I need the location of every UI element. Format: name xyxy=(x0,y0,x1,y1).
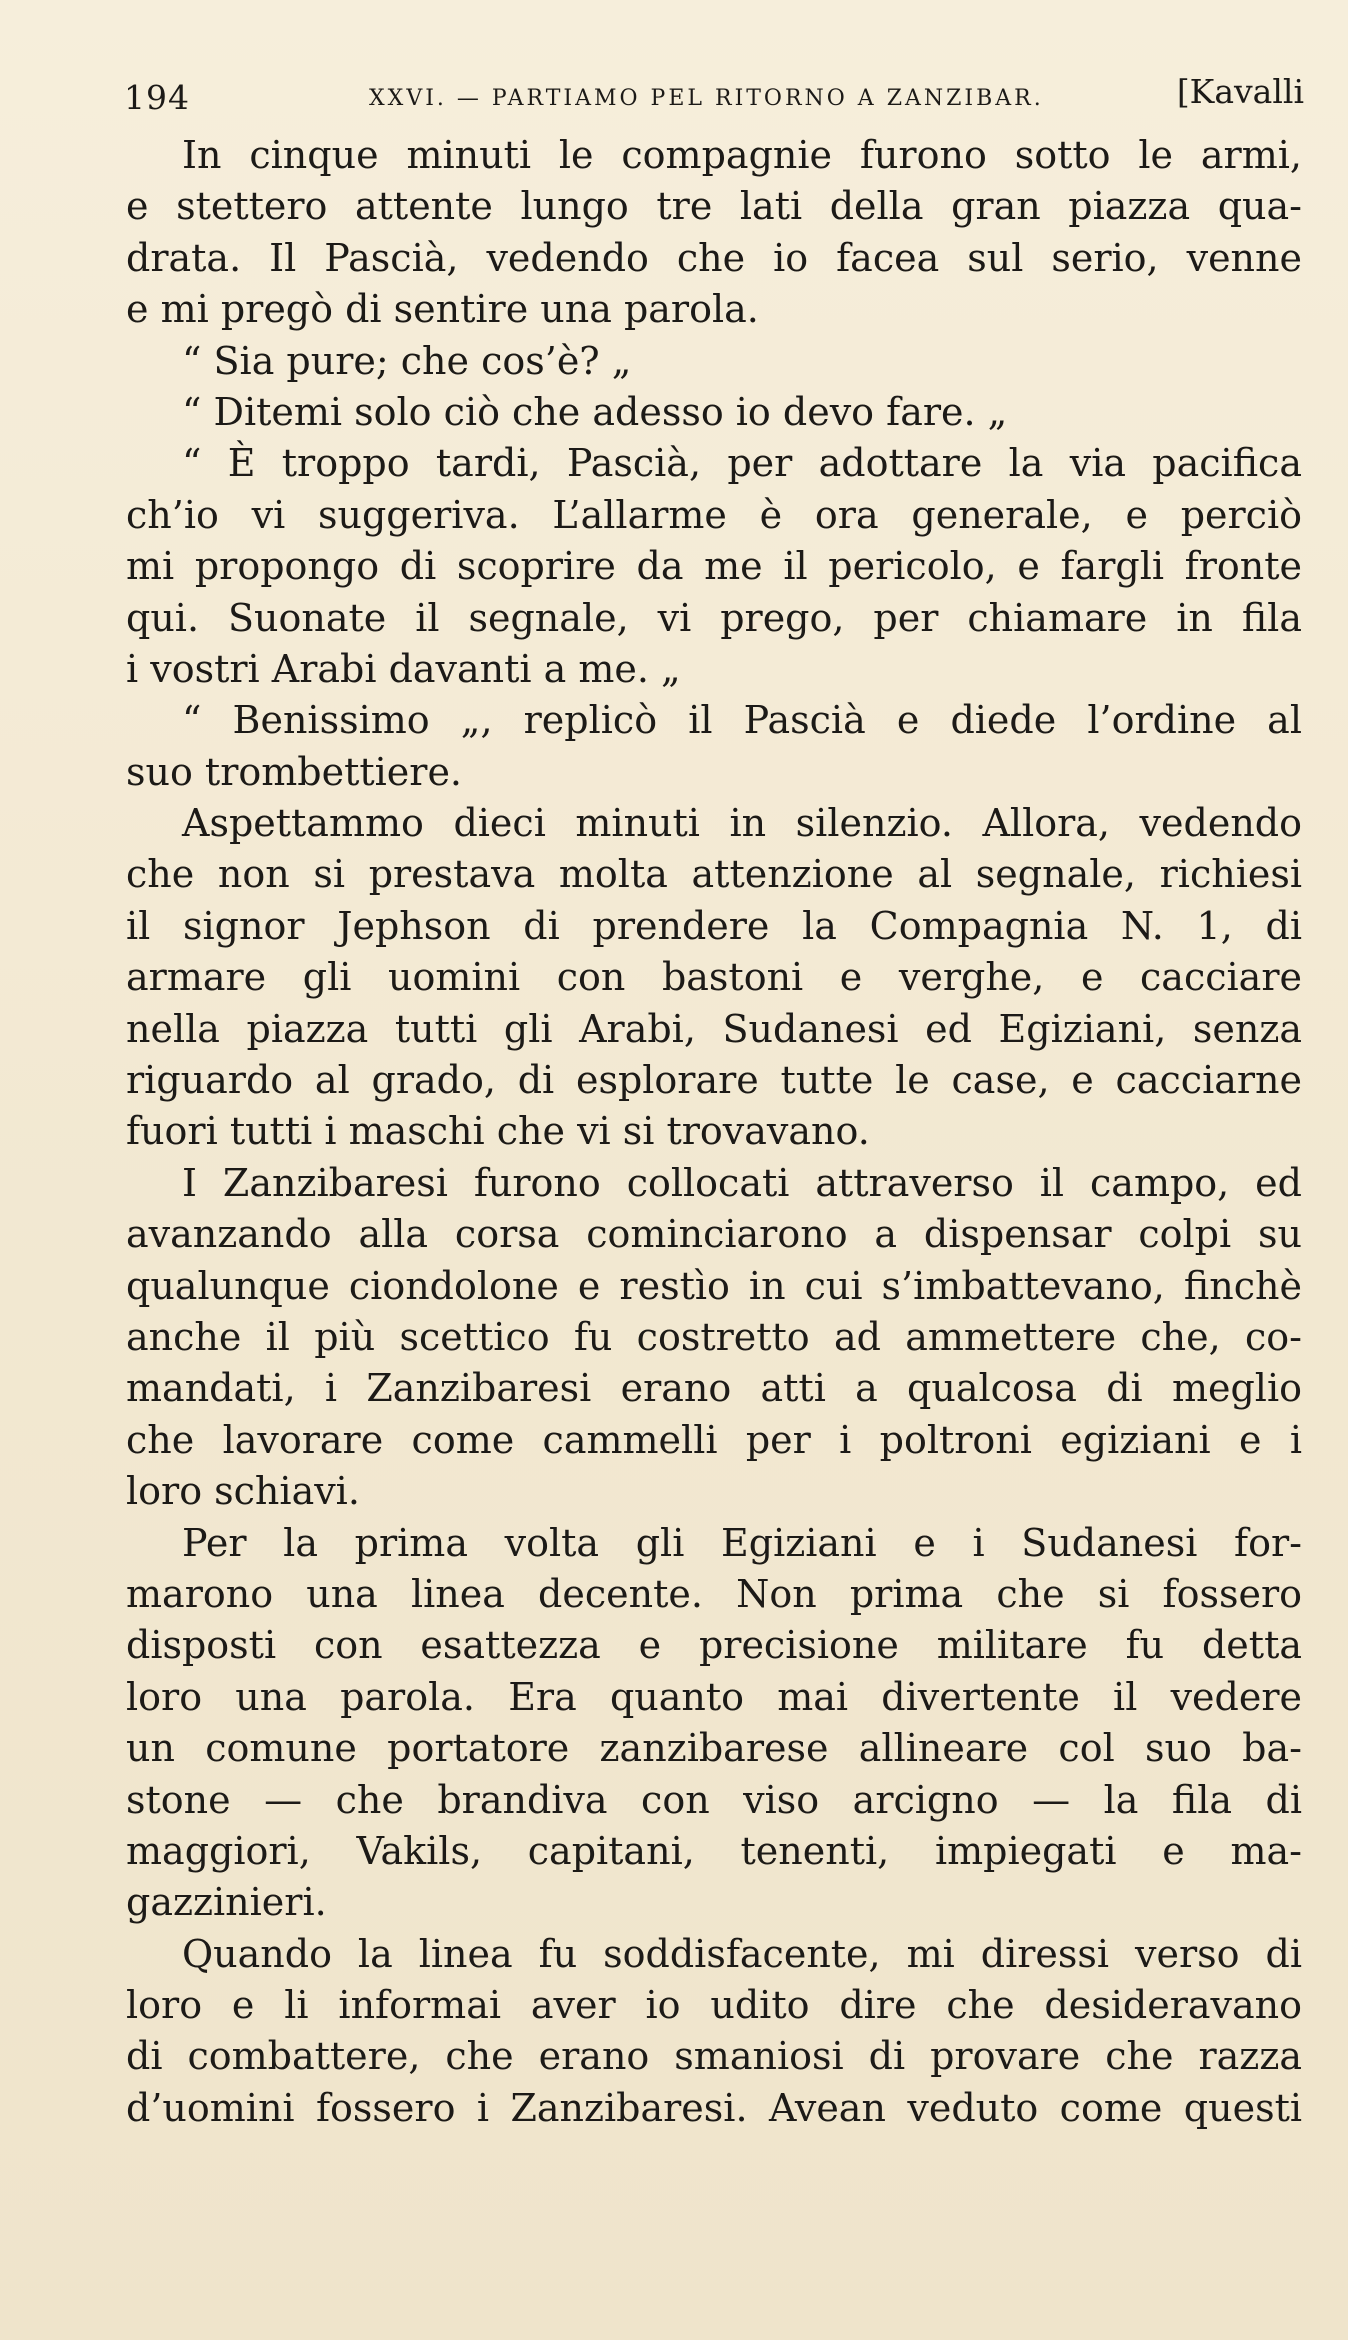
text-line: di combattere, che erano smaniosi di provare che razza xyxy=(126,2034,1302,2079)
text-line: Per la prima volta gli Egiziani e i Sudanesi for- xyxy=(182,1520,1302,1565)
text-line: che non si prestava molta attenzione al segnale, richiesi xyxy=(126,852,1302,897)
page-body-text xyxy=(126,130,1302,2134)
text-line: loro schiavi. xyxy=(126,1469,360,1514)
text-line: armare gli uomini con bastoni e verghe, e cacciare xyxy=(126,955,1302,1000)
text-line: Quando la linea fu soddisfacente, mi diressi verso di xyxy=(182,1931,1302,1976)
text-line: qui. Suonate il segnale, vi prego, per chiamare in fila xyxy=(126,595,1302,640)
text-line: anche il più scettico fu costretto ad ammettere che, co- xyxy=(126,1314,1302,1359)
text-line: ch’io vi suggeriva. L’allarme è ora generale, e perciò xyxy=(126,492,1302,537)
text-line: d’uomini fossero i Zanzibaresi. Avean veduto come questi xyxy=(126,2085,1302,2130)
running-head: XXVI. — PARTIAMO PEL RITORNO A ZANZIBAR. xyxy=(369,86,1044,111)
page-header xyxy=(124,72,1304,120)
text-line: i vostri Arabi davanti a me. „ xyxy=(126,646,681,691)
text-line: drata. Il Pascià, vedendo che io facea sul serio, venne xyxy=(126,235,1302,280)
text-line: che lavorare come cammelli per i poltroni egiziani e i xyxy=(126,1417,1302,1462)
text-line: “ Benissimo „, replicò il Pascià e diede l’ordine al xyxy=(182,698,1302,743)
text-line: loro una parola. Era quanto mai divertente il vedere xyxy=(126,1674,1302,1719)
text-line: loro e li informai aver io udito dire che desideravano xyxy=(126,1983,1302,2028)
text-line: In cinque minuti le compagnie furono sotto le armi, xyxy=(182,133,1302,177)
text-line: maggiori, Vakils, capitani, tenenti, impiegati e ma- xyxy=(126,1828,1302,1873)
text-line: disposti con esattezza e precisione militare fu detta xyxy=(126,1623,1302,1668)
text-line: avanzando alla corsa cominciarono a dispensar colpi su xyxy=(126,1212,1302,1257)
text-line: gazzinieri. xyxy=(126,1880,327,1925)
text-line: riguardo al grado, di esplorare tutte le case, e cacciarne xyxy=(126,1058,1302,1103)
text-line: suo trombettiere. xyxy=(126,749,463,794)
text-line: stone — che brandiva con viso arcigno — la fila di xyxy=(126,1777,1302,1822)
text-line: un comune portatore zanzibarese allineare col suo ba- xyxy=(126,1726,1302,1771)
text-line: mi propongo di scoprire da me il pericolo, e fargli fronte xyxy=(126,544,1302,589)
text-line: e stettero attente lungo tre lati della gran piazza qua- xyxy=(126,184,1302,229)
text-line: mandati, i Zanzibaresi erano atti a qualcosa di meglio xyxy=(126,1366,1302,1411)
text-line: fuori tutti i maschi che vi si trovavano. xyxy=(126,1109,870,1154)
text-line: I Zanzibaresi furono collocati attraverso il campo, ed xyxy=(182,1160,1302,1205)
text-line: e mi pregò di sentire una parola. xyxy=(126,287,759,332)
text-line: Aspettammo dieci minuti in silenzio. Allora, vedendo xyxy=(182,801,1302,846)
text-line: “ Sia pure; che cos’è? „ xyxy=(182,338,632,383)
text-line: marono una linea decente. Non prima che si fossero xyxy=(126,1571,1302,1616)
text-line: “ Ditemi solo ciò che adesso io devo fare. „ xyxy=(182,389,1008,434)
text-line: qualunque ciondolone e restìo in cui s’imbattevano, finchè xyxy=(126,1263,1302,1308)
text-line: nella piazza tutti gli Arabi, Sudanesi ed Egiziani, senza xyxy=(126,1006,1302,1051)
running-head-author: [Kavalli xyxy=(1176,72,1304,111)
page-number: 194 xyxy=(124,78,190,117)
text-line: “ È troppo tardi, Pascià, per adottare la via pacifica xyxy=(182,441,1302,486)
text-line: il signor Jephson di prendere la Compagnia N. 1, di xyxy=(126,903,1302,948)
